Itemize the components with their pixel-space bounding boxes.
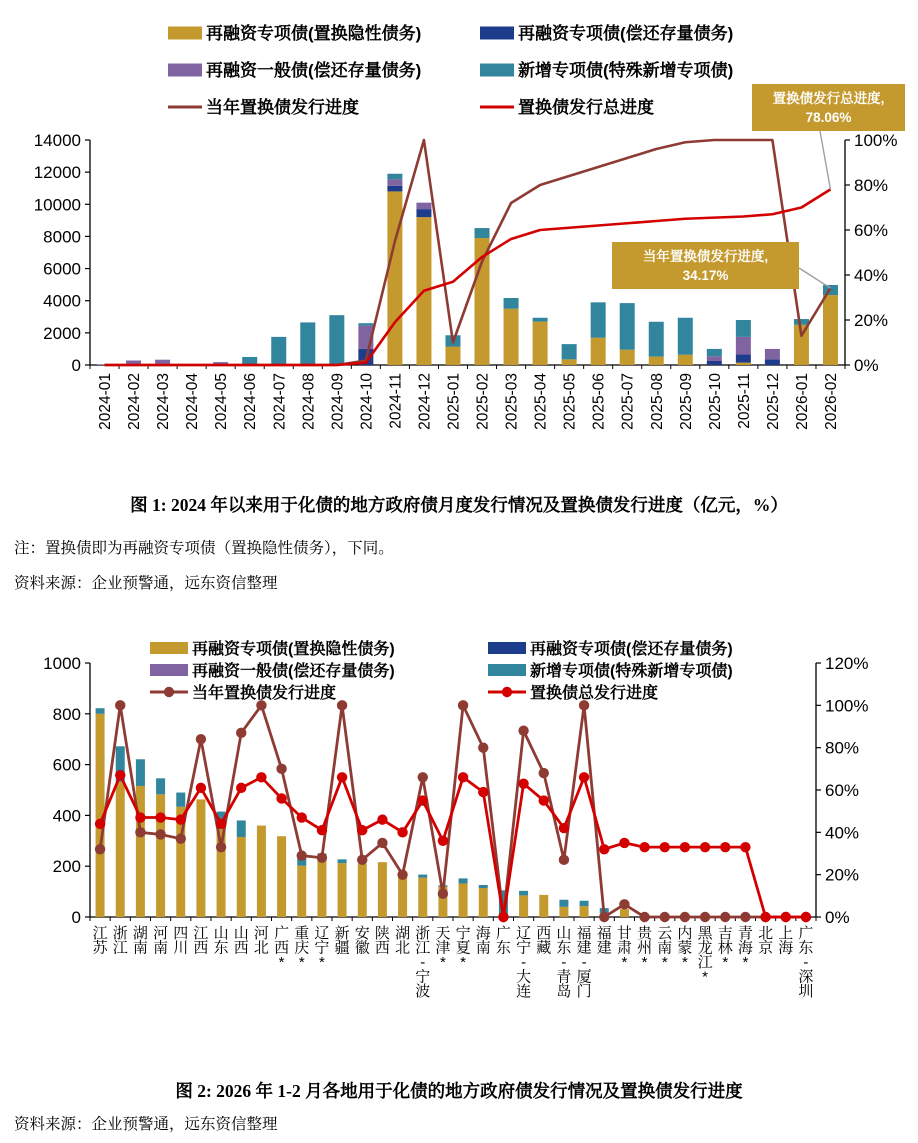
- figure2-caption: 图 2: 2026 年 1-2 月各地用于化债的地方政府债发行情况及置换债发行进度: [175, 1081, 743, 1101]
- bar-segment: [479, 888, 488, 917]
- bar-segment: [794, 319, 809, 325]
- right-axis-label: 60%: [825, 781, 860, 800]
- bar-segment: [176, 793, 185, 807]
- legend-label: 当年置换债发行进度: [192, 685, 337, 702]
- x-category-label: 2025-11: [735, 373, 753, 429]
- line-marker: [377, 814, 387, 824]
- x-category-label: 2025-02: [474, 373, 492, 430]
- x-category-label: 2026-02: [822, 373, 840, 430]
- x-category-label: 广东: [495, 925, 511, 957]
- left-axis-label: 1000: [43, 654, 81, 673]
- bar-segment: [707, 356, 722, 361]
- bar-segment: [398, 875, 407, 917]
- x-category-label: 2024-04: [184, 373, 202, 430]
- line-marker: [639, 912, 649, 922]
- x-category-label: 安徽: [354, 925, 370, 957]
- line-marker: [317, 825, 327, 835]
- bar-segment: [765, 349, 780, 359]
- line-marker: [115, 700, 125, 710]
- x-category-label: 2025-01: [445, 373, 463, 430]
- x-category-label: 江西: [193, 925, 209, 957]
- x-category-label: 浙江-宁波: [415, 925, 431, 1000]
- bar-segment: [459, 878, 468, 883]
- left-axis-label: 400: [52, 806, 81, 826]
- line-marker: [801, 912, 811, 922]
- bar-segment: [559, 900, 568, 907]
- legend-swatch: [168, 27, 202, 40]
- x-category-label: 2025-10: [706, 373, 724, 430]
- figure2-source: 资料来源：企业预警通，远东资信整理: [14, 1116, 278, 1133]
- bar-segment: [378, 862, 387, 917]
- line-marker: [559, 823, 569, 833]
- line-marker: [498, 912, 508, 922]
- line-marker: [740, 842, 750, 852]
- line-marker: [619, 899, 629, 909]
- line-marker: [720, 912, 730, 922]
- bar-segment: [237, 837, 246, 917]
- line-marker: [337, 772, 347, 782]
- left-axis-label: 0: [71, 908, 81, 927]
- line-marker: [297, 850, 307, 860]
- bar-segment: [257, 826, 266, 917]
- annotation-leader: [820, 131, 830, 189]
- bar-segment: [358, 864, 367, 917]
- bar-segment: [620, 303, 635, 350]
- x-category-label: 宁夏*: [455, 925, 471, 971]
- x-category-label: 天津*: [435, 925, 451, 971]
- x-category-label: 2024-05: [213, 373, 231, 430]
- x-category-label: 2024-09: [329, 373, 347, 430]
- x-category-label: 贵州*: [637, 925, 653, 971]
- bar-segment: [562, 344, 577, 359]
- legend-label: 置换债总发行进度: [530, 685, 659, 702]
- bar-segment: [387, 191, 402, 365]
- x-category-label: 甘肃*: [616, 925, 632, 971]
- x-category-label: 广东-深圳: [798, 925, 814, 1000]
- bar-segment: [649, 322, 664, 357]
- figure1-note: 注：置换债即为再融资专项债（置换隐性债务），下同。: [14, 540, 394, 557]
- figure1-caption: 图 1: 2024 年以来用于化债的地方政府债月度发行情况及置换债发行进度（亿元，%）: [130, 495, 788, 515]
- bar-segment: [338, 863, 347, 917]
- line-marker: [377, 838, 387, 848]
- legend-label: 新增专项债(特殊新增专项债): [518, 61, 734, 80]
- line-marker: [216, 842, 226, 852]
- line-marker: [680, 912, 690, 922]
- bar-segment: [559, 907, 568, 917]
- x-category-label: 2024-07: [271, 373, 289, 430]
- left-axis-label: 8000: [43, 227, 81, 247]
- figure1-source: 资料来源：企业预警通，远东资信整理: [14, 575, 278, 592]
- bar-segment: [416, 209, 431, 217]
- left-axis-label: 600: [52, 755, 81, 775]
- bar-segment: [418, 878, 427, 917]
- x-category-label: 辽宁*: [314, 925, 330, 971]
- line-marker: [135, 827, 145, 837]
- line-marker: [680, 842, 690, 852]
- left-axis-label: 14000: [33, 131, 81, 150]
- x-category-label: 云南*: [657, 925, 673, 971]
- bar-segment: [736, 355, 751, 363]
- bar-segment: [591, 302, 606, 337]
- line-marker: [276, 764, 286, 774]
- line-marker: [539, 768, 549, 778]
- legend-swatch: [150, 642, 188, 654]
- bar-segment: [736, 337, 751, 355]
- right-axis-label: 60%: [854, 221, 889, 240]
- x-category-label: 2024-02: [126, 373, 144, 430]
- line-marker: [418, 772, 428, 782]
- bar-segment: [765, 359, 780, 365]
- bar-segment: [136, 759, 145, 786]
- right-axis-label: 120%: [825, 654, 869, 673]
- x-category-label: 广西*: [274, 925, 290, 971]
- x-category-label: 北京: [758, 925, 774, 957]
- bar-segment: [237, 820, 246, 837]
- legend-label: 再融资专项债(置换隐性债务): [206, 24, 422, 43]
- x-category-label: 2025-05: [561, 373, 579, 430]
- x-category-label: 2025-03: [503, 373, 521, 430]
- x-category-label: 江苏: [92, 925, 108, 957]
- x-category-label: 2024-01: [97, 373, 115, 430]
- legend-label: 置换债发行总进度: [518, 98, 654, 117]
- line-marker: [337, 700, 347, 710]
- right-axis-label: 20%: [825, 865, 860, 885]
- line-marker: [297, 812, 307, 822]
- bar-segment: [155, 360, 170, 364]
- legend-marker: [502, 687, 512, 697]
- line-marker: [760, 912, 770, 922]
- bars-group: [96, 708, 629, 917]
- x-category-label: 辽宁-大连: [516, 925, 532, 1000]
- right-axis-label: 80%: [825, 738, 860, 758]
- legend-label: 再融资专项债(偿还存量债务): [518, 24, 734, 43]
- left-axis-label: 12000: [33, 163, 81, 183]
- line-marker: [599, 844, 609, 854]
- bar-segment: [300, 322, 315, 365]
- legend-swatch: [488, 664, 526, 676]
- x-category-label: 2024-03: [155, 373, 173, 430]
- left-axis-label: 10000: [33, 195, 81, 215]
- bar-segment: [479, 885, 488, 888]
- line-marker: [478, 787, 488, 797]
- legend-label: 再融资一般债(偿还存量债务): [206, 61, 422, 80]
- line-marker: [418, 795, 428, 805]
- x-category-label: 湖南: [132, 925, 148, 957]
- line-marker: [357, 825, 367, 835]
- figure1-monthly-issuance-chart: [0, 0, 918, 470]
- bar-segment: [196, 799, 205, 917]
- line-marker: [660, 842, 670, 852]
- bar-segment: [562, 359, 577, 365]
- line-marker: [740, 912, 750, 922]
- line-marker: [397, 827, 407, 837]
- line-marker: [599, 912, 609, 922]
- line-marker: [176, 814, 186, 824]
- bar-segment: [387, 179, 402, 185]
- bar-segment: [539, 895, 548, 917]
- line-marker: [518, 726, 528, 736]
- annotation-value: 78.06%: [805, 110, 852, 125]
- bar-segment: [823, 295, 838, 365]
- x-category-label: 2025-08: [648, 373, 666, 430]
- x-category-label: 河北: [253, 925, 269, 957]
- x-category-label: 河南: [153, 925, 169, 957]
- line-marker: [176, 833, 186, 843]
- line-marker: [458, 700, 468, 710]
- bar-segment: [533, 322, 548, 365]
- x-category-label: 四川: [173, 925, 189, 957]
- line-marker: [619, 838, 629, 848]
- bar-segment: [591, 338, 606, 365]
- bar-segment: [519, 891, 528, 896]
- annotation-text: 置换债发行总进度,: [772, 91, 885, 106]
- x-category-label: 陕西: [374, 925, 390, 957]
- line-marker: [135, 812, 145, 822]
- line-marker: [720, 842, 730, 852]
- bar-segment: [96, 708, 105, 714]
- x-category-label: 山西: [233, 925, 249, 957]
- left-axis-label: 800: [52, 704, 81, 724]
- x-category-label: 2026-01: [793, 373, 811, 430]
- line-marker: [317, 853, 327, 863]
- line-marker: [276, 793, 286, 803]
- legend-swatch: [488, 642, 526, 654]
- bar-segment: [116, 782, 125, 917]
- legend-label: 当年置换债发行进度: [206, 98, 359, 117]
- line-marker: [155, 829, 165, 839]
- bar-segment: [519, 895, 528, 917]
- x-category-label: 2025-04: [532, 373, 550, 430]
- right-axis-label: 20%: [854, 311, 889, 330]
- line-marker: [518, 778, 528, 788]
- annotation-leader: [799, 268, 830, 288]
- bar-segment: [338, 859, 347, 863]
- x-category-label: 青海*: [737, 925, 753, 971]
- x-category-label: 西藏: [536, 925, 552, 957]
- legend-label: 新增专项债(特殊新增专项债): [530, 663, 733, 680]
- right-axis-label: 40%: [854, 266, 889, 285]
- legend-marker: [164, 687, 174, 697]
- legend-swatch: [480, 64, 514, 77]
- x-category-label: 2024-10: [358, 373, 376, 430]
- bar-segment: [707, 361, 722, 365]
- left-axis-label: 2000: [43, 323, 81, 343]
- bar-segment: [358, 323, 373, 325]
- bar-segment: [678, 318, 693, 355]
- x-category-label: 2024-06: [242, 373, 260, 430]
- line-marker: [216, 819, 226, 829]
- x-category-label: 2025-07: [619, 373, 637, 430]
- bar-segment: [297, 866, 306, 917]
- x-category-label: 2024-12: [416, 373, 434, 430]
- bar-segment: [533, 318, 548, 322]
- line-marker: [236, 728, 246, 738]
- legend-label: 再融资专项债(偿还存量债务): [530, 641, 733, 658]
- legend-label: 再融资一般债(偿还存量债务): [192, 663, 395, 680]
- x-category-label: 山东: [213, 925, 229, 957]
- bar-segment: [475, 228, 490, 238]
- bar-segment: [504, 309, 519, 365]
- line-marker: [639, 842, 649, 852]
- bar-segment: [418, 875, 427, 878]
- x-category-label: 上海: [778, 925, 794, 957]
- x-category-label: 山东-青岛: [556, 925, 572, 1000]
- right-axis-label: 0%: [825, 908, 850, 927]
- line-marker: [700, 912, 710, 922]
- annotation-text: 当年置换债发行进度,: [642, 249, 769, 264]
- line-marker: [438, 836, 448, 846]
- x-category-label: 内蒙*: [677, 925, 693, 971]
- x-category-label: 黑龙江*: [697, 925, 713, 986]
- line-marker: [700, 842, 710, 852]
- line-marker: [236, 783, 246, 793]
- x-category-label: 新疆: [334, 925, 350, 957]
- bar-segment: [387, 186, 402, 192]
- bar-segment: [271, 337, 286, 365]
- bar-segment: [678, 355, 693, 365]
- bar-segment: [504, 298, 519, 309]
- x-category-label: 福建-厦门: [576, 925, 592, 1000]
- legend-swatch: [480, 27, 514, 40]
- x-category-label: 2024-08: [300, 373, 318, 430]
- bar-segment: [416, 203, 431, 209]
- bar-segment: [329, 315, 344, 365]
- line-marker: [115, 770, 125, 780]
- x-category-label: 2025-09: [677, 373, 695, 430]
- line-marker: [397, 869, 407, 879]
- x-category-label: 福建: [596, 925, 612, 957]
- left-axis-label: 4000: [43, 291, 81, 311]
- line-marker: [256, 772, 266, 782]
- bar-segment: [707, 349, 722, 356]
- x-category-label: 2025-06: [590, 373, 608, 430]
- bar-segment: [620, 350, 635, 365]
- x-category-label: 2025-12: [764, 373, 782, 430]
- annotation-value: 34.17%: [682, 268, 729, 283]
- bar-segment: [277, 836, 286, 917]
- x-category-label: 吉林*: [717, 925, 733, 971]
- left-axis-label: 0: [71, 356, 81, 375]
- line-marker: [95, 844, 105, 854]
- line-marker: [539, 795, 549, 805]
- line-marker: [357, 855, 367, 865]
- x-category-label: 浙江: [112, 925, 128, 957]
- bar-segment: [580, 901, 589, 906]
- bar-segment: [620, 909, 629, 917]
- bar-segment: [156, 778, 165, 794]
- x-category-label: 海南: [475, 925, 491, 957]
- right-axis-label: 100%: [825, 696, 869, 716]
- figure2-regional-issuance-chart: [0, 600, 918, 1055]
- line-marker: [95, 819, 105, 829]
- bar-segment: [445, 347, 460, 365]
- right-axis-label: 80%: [854, 176, 889, 195]
- left-axis-label: 6000: [43, 259, 81, 279]
- left-axis-label: 200: [52, 857, 81, 877]
- right-axis-label: 40%: [825, 823, 860, 843]
- line-marker: [155, 812, 165, 822]
- legend-swatch: [150, 664, 188, 676]
- line-marker: [579, 772, 589, 782]
- right-axis-label: 100%: [854, 131, 898, 150]
- line-marker: [196, 783, 206, 793]
- bar-segment: [387, 174, 402, 180]
- bar-segment: [736, 363, 751, 365]
- x-category-label: 2024-11: [387, 373, 405, 429]
- bar-segment: [580, 906, 589, 917]
- bar-segment: [649, 357, 664, 365]
- legend-swatch: [168, 64, 202, 77]
- line-marker: [660, 912, 670, 922]
- line-marker: [781, 912, 791, 922]
- bar-segment: [459, 883, 468, 917]
- bar-segment: [317, 861, 326, 917]
- right-axis-label: 0%: [854, 356, 879, 375]
- x-category-label: 湖北: [395, 925, 411, 957]
- line-marker: [559, 855, 569, 865]
- x-category-label: 重庆*: [294, 925, 310, 971]
- line-marker: [478, 742, 488, 752]
- line-marker: [196, 734, 206, 744]
- bar-segment: [736, 320, 751, 337]
- line-marker: [458, 772, 468, 782]
- line-marker: [438, 889, 448, 899]
- legend-label: 再融资专项债(置换隐性债务): [192, 641, 395, 658]
